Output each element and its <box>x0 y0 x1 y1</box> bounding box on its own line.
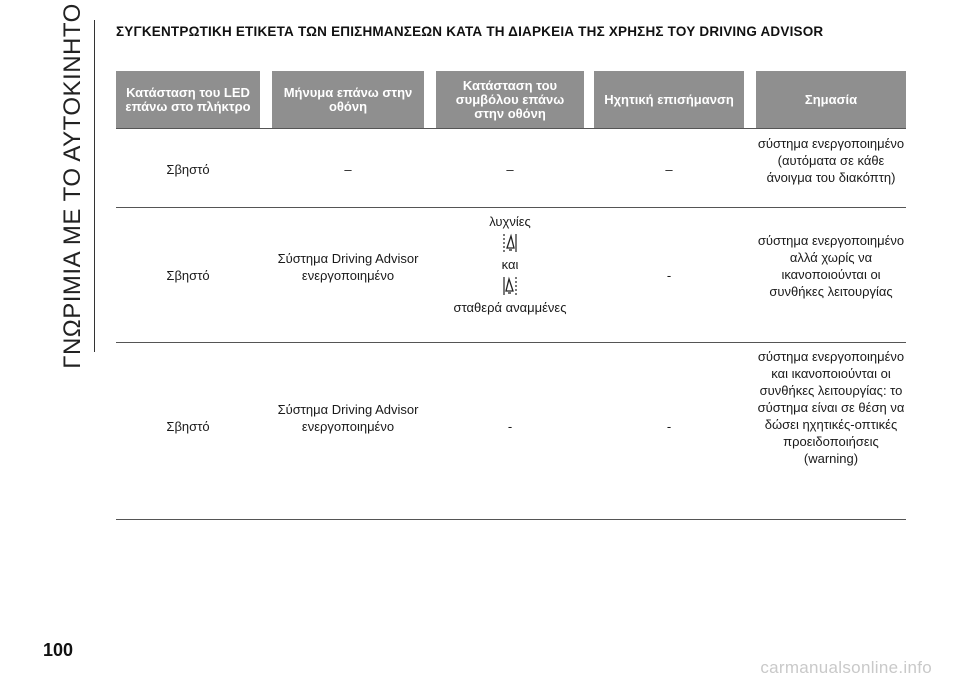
row3-meaning: σύστημα ενεργοποιημένο και ικανοποιούνται οι συνθήκες λειτουργίας: το σύστημα είναι σε θέση να δώσει ηχητικές-οπτικές προειδοποιήσεις (warning) <box>757 349 905 466</box>
row3-sound: - <box>666 419 672 434</box>
lane-right-icon <box>436 273 584 299</box>
row1-symbol: – <box>506 162 514 177</box>
row-divider <box>116 207 906 208</box>
header-screen-message: Μήνυμα επάνω στην οθόνη <box>272 71 424 128</box>
header-symbol-status: Κατάσταση του συμβόλου επάνω στην οθόνη <box>436 71 584 128</box>
row2-symbol <box>436 213 584 316</box>
header-divider <box>116 128 906 129</box>
signals-table <box>116 71 906 466</box>
row1-sound: – <box>665 162 673 177</box>
header-meaning: Σημασία <box>756 71 906 128</box>
row1-led: Σβηστό <box>166 162 210 177</box>
lane-left-icon <box>436 230 584 256</box>
row-divider <box>116 342 906 343</box>
row2-symbol-bottom: σταθερά αναμμένες <box>453 300 567 315</box>
row3-message: Σύστημα Driving Advisor ενεργοποιημένο <box>277 402 419 434</box>
side-divider <box>94 20 95 352</box>
row2-meaning: σύστημα ενεργοποιημένο αλλά χωρίς να ικανοποιούνται οι συνθήκες λειτουργίας <box>757 233 905 299</box>
row3-symbol: - <box>507 419 513 434</box>
header-led-status: Κατάσταση του LED επάνω στο πλήκτρο <box>116 71 260 128</box>
row3-led: Σβηστό <box>166 419 210 434</box>
row1-meaning: σύστημα ενεργοποιημένο (αυτόματα σε κάθε άνοιγμα του διακόπτη) <box>757 136 905 185</box>
row2-message: Σύστημα Driving Advisor ενεργοποιημένο <box>277 251 419 283</box>
row2-sound: - <box>666 268 672 283</box>
side-title-text: ΓΝΩΡΙΜΙΑ ΜΕ ΤΟ ΑΥΤΟΚΙΝΗΤΟ <box>59 3 87 369</box>
page-number: 100 <box>43 640 74 660</box>
side-title <box>52 3 94 369</box>
section-title: ΣΥΓΚΕΝΤΡΩΤΙΚΗ ΕΤΙΚΕΤΑ ΤΩΝ ΕΠΙΣΗΜΑΝΣΕΩΝ ΚΑΤΑ ΤΗ ΔΙΑΡΚΕΙΑ ΤΗΣ ΧΡΗΣΗΣ ΤΟΥ DRIVING ADVISOR <box>116 24 824 39</box>
table-bottom-divider <box>116 519 906 520</box>
row2-symbol-and: και <box>501 257 519 272</box>
row2-led: Σβηστό <box>166 268 210 283</box>
table-header-row <box>116 71 906 128</box>
header-sound-signal: Ηχητική επισήμανση <box>594 71 744 128</box>
watermark: carmanualsonline.info <box>760 658 932 677</box>
row1-message: – <box>344 162 352 177</box>
row2-symbol-top: λυχνίες <box>489 214 531 229</box>
